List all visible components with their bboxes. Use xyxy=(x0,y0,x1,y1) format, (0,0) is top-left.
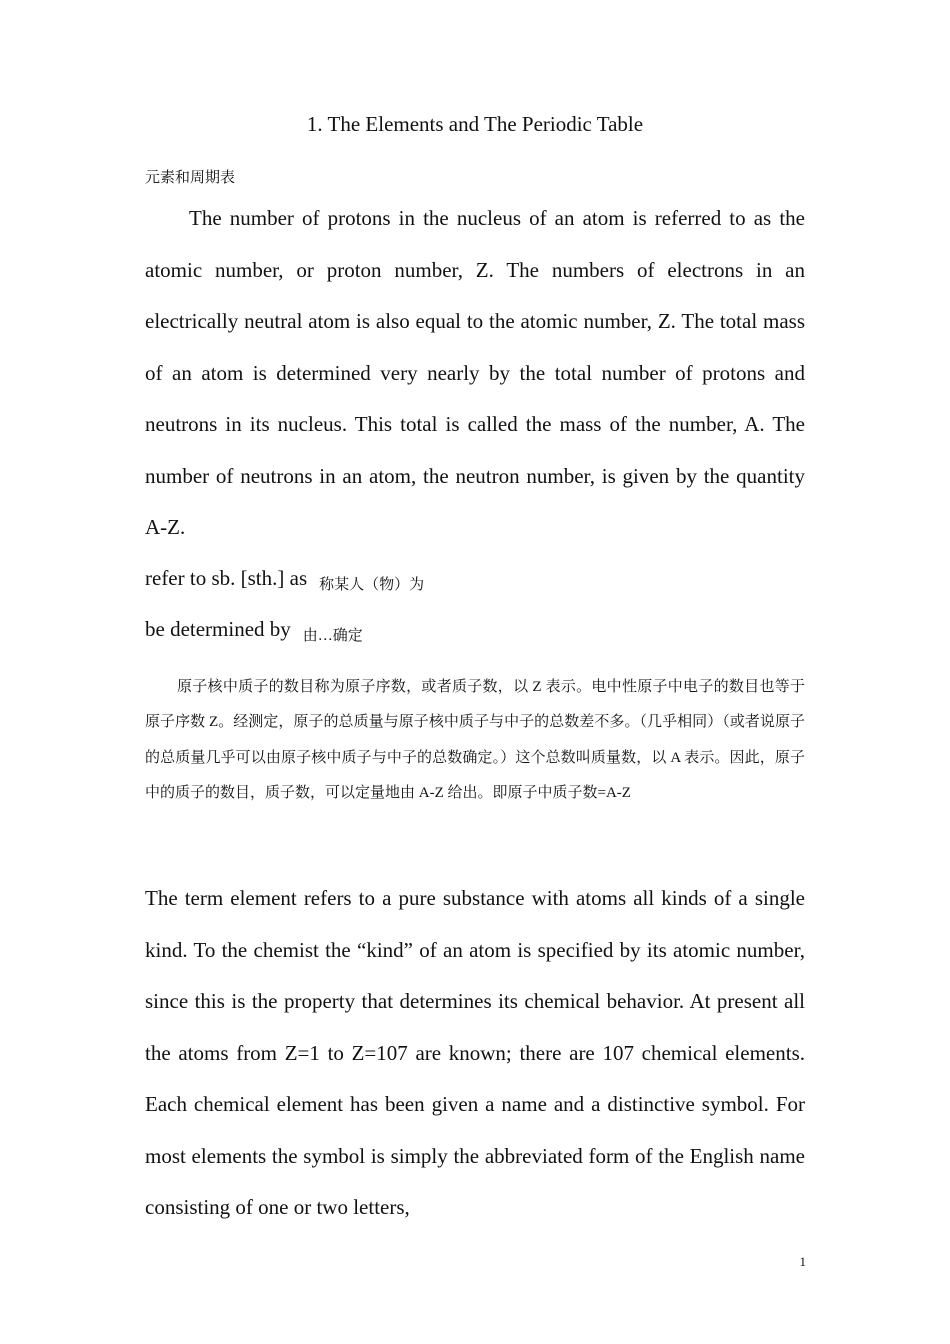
paragraph-atomic-number: The number of protons in the nucleus of an atom is referred to as the atomic number, or proton number, Z. The numbers of electrons in an electrically neutral atom is also equal to the atomic number, Z. The total mass of an atom is determined very nearly by the total number of protons and neutrons in its nucleus. This total is called the mass of the number, A. The number of neutrons in an atom, the neutron number, is given by the quantity A-Z. xyxy=(145,206,805,539)
vocab-gloss: 称某人（物）为 xyxy=(319,577,425,593)
page-number: 1 xyxy=(799,1254,806,1269)
vocab-gloss: 由…确定 xyxy=(302,628,363,644)
vocab-item xyxy=(145,614,363,647)
document-title: 1. The Elements and The Periodic Table xyxy=(306,112,644,136)
vocab-term: be determined by xyxy=(145,617,291,641)
paragraph-element-definition: The term element refers to a pure substance with atoms all kinds of a single kind. To the chemist the “kind” of an atom is specified by its atomic number, since this is the property that determines its chemical behavior. At present all the atoms from Z=1 to Z=107 are known; there are 107 chemical elements. Each chemical element has been given a name and a distinctive symbol. For most elements the symbol is simply the abbreviated form of the English name consisting of one or two letters, xyxy=(145,886,805,1219)
vocab-term: refer to sb. [sth.] as xyxy=(145,566,308,590)
chinese-translation: 原子核中质子的数目称为原子序数，或者质子数，以 Z 表示。电中性原子中电子的数目也等于原子序数 Z。经测定，原子的总质量与原子核中质子与中子的总数差不多。（几乎相同）（或者说原子的总质量几乎可以由原子核中质子与中子的总数确定。）这个总数叫质量数，以 A 表示。因此，原子中的质子的数目，质子数，可以定量地由 A-Z 给出。即原子中质子数=A-Z xyxy=(145,679,805,802)
vocab-item xyxy=(145,563,424,596)
document-subtitle: 元素和周期表 xyxy=(145,170,236,186)
